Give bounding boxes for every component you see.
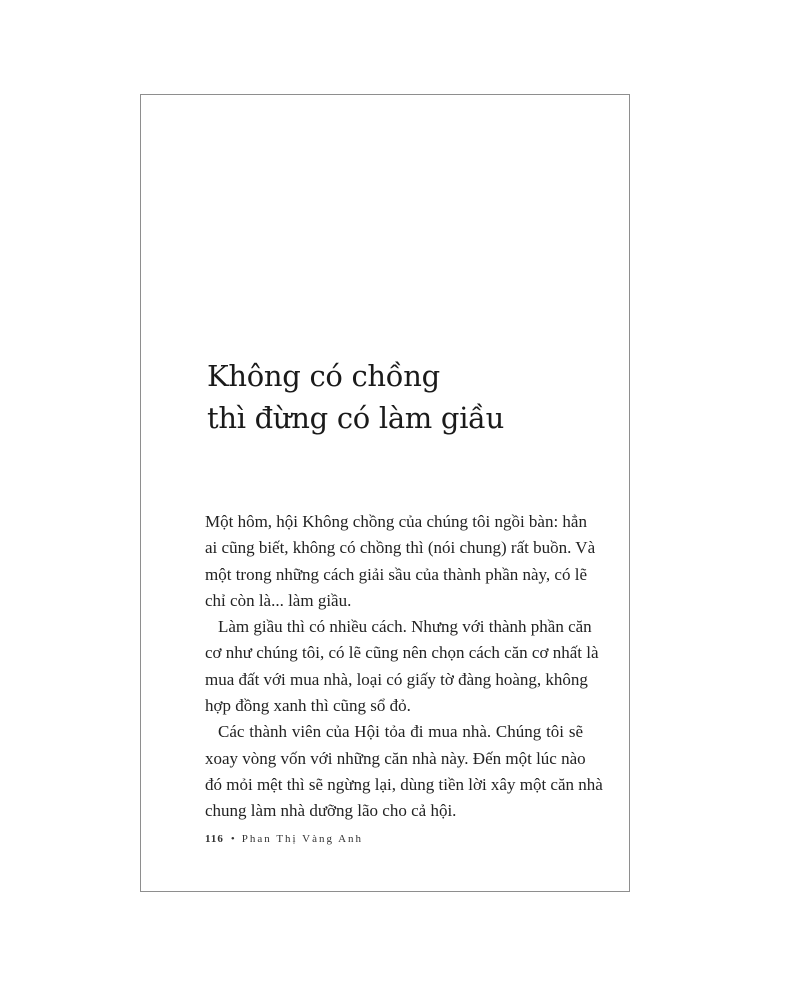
body-text bbox=[205, 509, 603, 825]
footer-separator: • bbox=[230, 833, 235, 845]
text-line: Làm giầu thì có nhiều cách. Nhưng với thành phần căn bbox=[218, 617, 592, 637]
book-page bbox=[140, 94, 630, 892]
paragraph-1 bbox=[205, 509, 596, 614]
text-line: một trong những cách giải sầu của thành phần này, có lẽ bbox=[205, 564, 587, 584]
page-number: 116 bbox=[205, 833, 224, 845]
chapter-title bbox=[207, 355, 504, 439]
chapter-title-line-2: thì đừng có làm giầu bbox=[207, 401, 505, 435]
text-line: cơ như chúng tôi, có lẽ cũng nên chọn cách căn cơ nhất là bbox=[205, 643, 599, 663]
chapter-title-line-1: Không có chồng bbox=[207, 359, 440, 393]
author-name: Phan Thị Vàng Anh bbox=[241, 833, 364, 845]
paragraph-3 bbox=[205, 719, 603, 824]
text-line: Một hôm, hội Không chồng của chúng tôi ngồi bàn: hẳn bbox=[205, 512, 587, 531]
text-line: đó mỏi mệt thì sẽ ngừng lại, dùng tiền lời xây một căn nhà bbox=[205, 774, 603, 794]
text-line: chung làm nhà dưỡng lão cho cả hội. bbox=[205, 801, 457, 821]
text-line: ai cũng biết, không có chồng thì (nói chung) rất buồn. Và bbox=[205, 538, 596, 558]
text-line: chỉ còn là... làm giầu. bbox=[205, 590, 352, 610]
text-line: xoay vòng vốn với những căn nhà này. Đến một lúc nào bbox=[205, 748, 586, 768]
page-footer bbox=[205, 833, 363, 845]
text-line: Các thành viên của Hội tỏa đi mua nhà. Chúng tôi sẽ bbox=[218, 722, 583, 742]
paragraph-2 bbox=[205, 614, 599, 719]
text-line: mua đất với mua nhà, loại có giấy tờ đàng hoàng, không bbox=[205, 669, 588, 689]
text-line: hợp đồng xanh thì cũng sổ đỏ. bbox=[205, 696, 411, 716]
